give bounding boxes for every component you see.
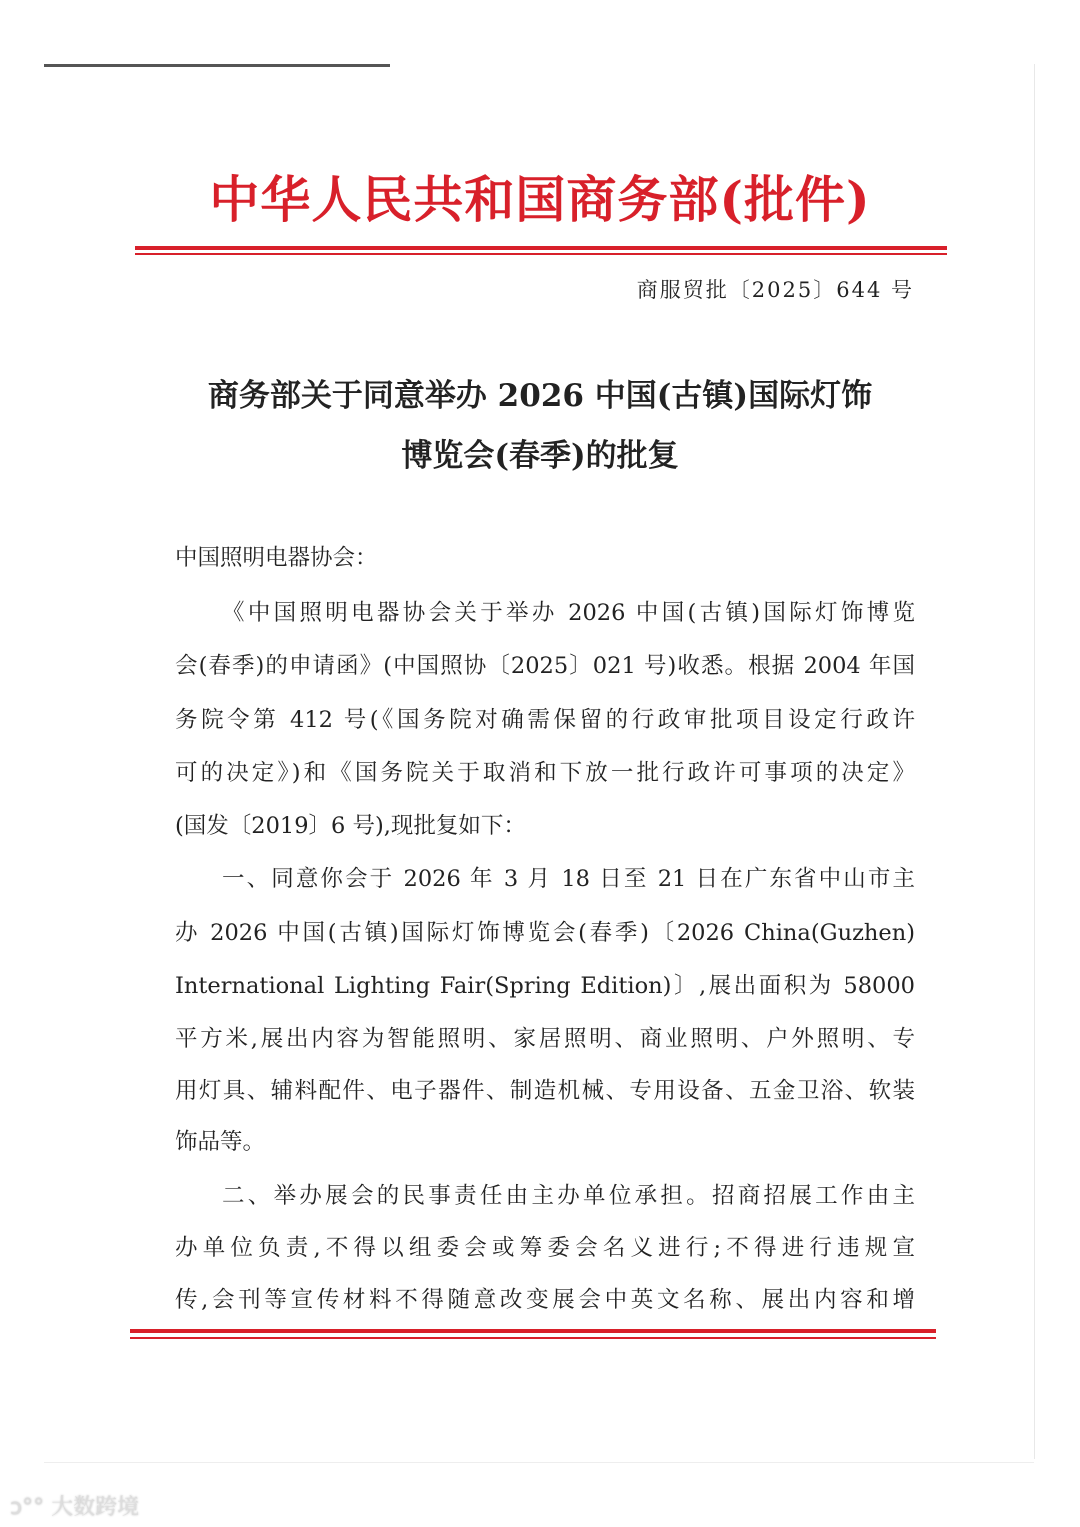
red-rule <box>135 253 947 255</box>
body-line: 会(春季)的申请函》(中国照协〔2025〕021 号)收悉。根据 2004 年国 <box>175 653 915 679</box>
body-line: 传,会刊等宣传材料不得随意改变展会中英文名称、展出内容和增 <box>175 1287 915 1313</box>
body-line: 饰品等。 <box>175 1129 266 1155</box>
body-line: 二、举办展会的民事责任由主办单位承担。招商招展工作由主 <box>222 1183 915 1209</box>
watermark <box>10 1490 139 1521</box>
body-line: 《中国照明电器协会关于举办 2026 中国(古镇)国际灯饰博览 <box>222 600 915 626</box>
body-line: 一、同意你会于 2026 年 3 月 18 日至 21 日在广东省中山市主 <box>222 866 915 892</box>
body-line: (国发〔2019〕6 号),现批复如下： <box>175 813 526 839</box>
watermark-logo-icon: ↄ°° <box>10 1495 52 1520</box>
watermark-text: 大数跨境 <box>51 1495 140 1520</box>
body-line: 用灯具、辅料配件、电子器件、制造机械、专用设备、五金卫浴、软装 <box>175 1078 915 1104</box>
body-line: 办单位负责,不得以组委会或筹委会名义进行;不得进行违规宣 <box>175 1235 915 1261</box>
document-title: 商务部关于同意举办 2026 中国(古镇)国际灯饰 <box>207 378 873 414</box>
salutation: 中国照明电器协会： <box>175 545 378 571</box>
letterhead: 中华人民共和国商务部(批件) <box>209 170 871 229</box>
red-rule <box>135 246 947 250</box>
body-line: 平方米,展出内容为智能照明、家居照明、商业照明、户外照明、专 <box>175 1026 915 1052</box>
body-line: 务院令第 412 号(《国务院对确需保留的行政审批项目设定行政许 <box>175 707 915 733</box>
scan-edge <box>44 64 390 67</box>
red-rule <box>130 1337 936 1339</box>
scan-edge <box>44 1462 1034 1463</box>
body-line: International Lighting Fair(Spring Edition)〕,展出面积为 58000 <box>175 973 915 999</box>
scan-edge <box>1034 64 1035 1459</box>
document-number: 商服贸批〔2025〕644 号 <box>636 278 914 302</box>
document-title: 博览会(春季)的批复 <box>401 438 679 474</box>
body-line: 办 2026 中国(古镇)国际灯饰博览会(春季)〔2026 China(Guzhen) <box>175 920 915 946</box>
red-rule <box>130 1329 936 1333</box>
body-line: 可的决定》)和《国务院关于取消和下放一批行政许可事项的决定》 <box>175 760 915 786</box>
